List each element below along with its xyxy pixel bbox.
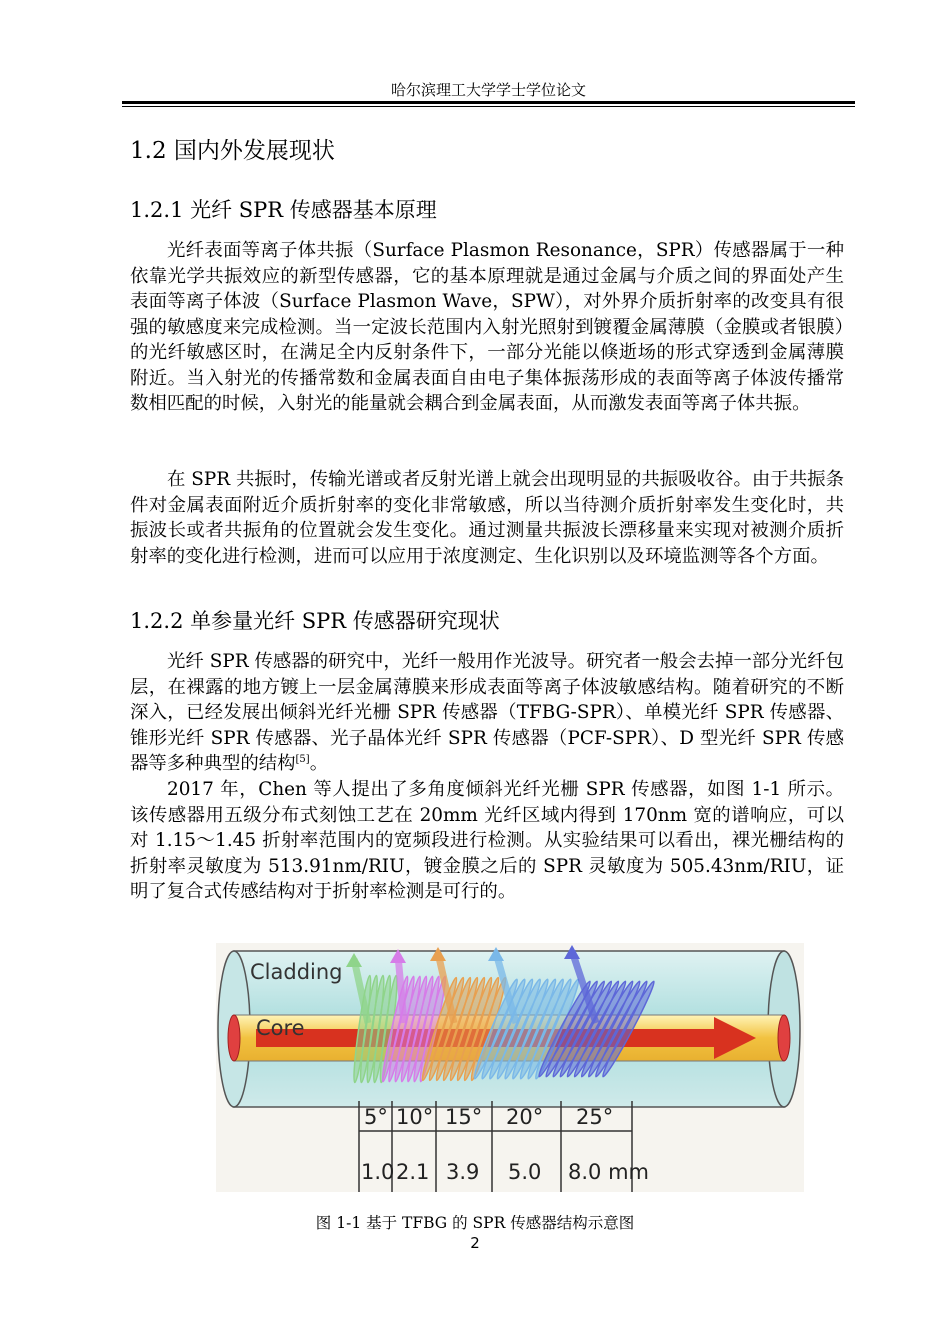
subsection-title-1: 1.2.1 光纤 SPR 传感器基本原理 <box>130 198 437 222</box>
running-header: 哈尔滨理工大学学士学位论文 <box>390 81 586 99</box>
core-right-end <box>778 1015 790 1061</box>
header-rule-thick <box>122 101 855 104</box>
paragraph-research <box>130 649 844 777</box>
paragraph-principle: 光纤表面等离子体共振（Surface Plasmon Resonance，SPR）传感器属于一种依靠光学共振效应的新型传感器，它的基本原理就是通过金属与介质之间的界面处产生表面等离子体波（Surface Plasmon Wave，SPW），对外界介质折射率的改变具有很强的敏感度来完成检测。当一定波长范围内入射光照射到镀覆金属薄膜（金膜或者银膜）的光纤敏感区时，在满足全内反射条件下，一部分光能以倏逝场的形式穿透到金属薄膜附近。当入射光的传播常数和金属表面自由电子集体振荡形成的表面等离子体波传播常数相匹配的时候，入射光的能量就会耦合到金属表面，从而激发表面等离子体共振。 <box>130 240 844 414</box>
citation-ref: [5] <box>295 753 310 765</box>
length-label: 5.0 <box>508 1160 542 1184</box>
subsection-title-2: 1.2.2 单参量光纤 SPR 传感器研究现状 <box>130 609 500 633</box>
paragraph-resonance: 在 SPR 共振时，传输光谱或者反射光谱上就会出现明显的共振吸收谷。由于共振条件对金属表面附近介质折射率的变化非常敏感，所以当待测介质折射率发生变化时，共振波长或者共振角的位置就会发生变化。通过测量共振波长漂移量来实现对被测介质折射率的变化进行检测，进而可以应用于浓度测定、生化识别以及环境监测等各个方面。 <box>130 469 844 567</box>
angle-label: 25° <box>576 1105 614 1129</box>
angle-label: 20° <box>506 1105 544 1129</box>
label-cladding: Cladding <box>250 960 343 984</box>
length-label: 2.1 <box>396 1160 430 1184</box>
figure-caption: 图 1-1 基于 TFBG 的 SPR 传感器结构示意图 <box>315 1214 635 1232</box>
tfbg-figure <box>216 943 804 1192</box>
angle-label: 10° <box>396 1105 434 1129</box>
length-label: 3.9 <box>446 1160 480 1184</box>
page-number: 2 <box>470 1234 480 1252</box>
header-rule-thin <box>122 106 855 107</box>
angle-label: 5° <box>364 1105 388 1129</box>
angle-label: 15° <box>445 1105 483 1129</box>
length-label: 8.0 mm <box>568 1160 649 1184</box>
paragraph-research-end: 。 <box>309 753 329 774</box>
paragraph-chen: 2017 年，Chen 等人提出了多角度倾斜光纤光栅 SPR 传感器，如图 1-1 所示。该传感器用五级分布式刻蚀工艺在 20mm 光纤区域内得到 170nm 宽的谱响应，可以对 1.15～1.45 折射率范围内的宽频段进行检测。从实验结果可以看出，裸光栅结构的折射率灵敏度为 513.91nm/RIU，镀金膜之后的 SPR 灵敏度为 505.43nm/RIU，证明了复合式传感结构对于折射率检测是可行的。 <box>130 779 844 902</box>
paragraph-research-text: 光纤 SPR 传感器的研究中，光纤一般用作光波导。研究者一般会去掉一部分光纤包层，在裸露的地方镀上一层金属薄膜来形成表面等离子体波敏感结构。随着研究的不断深入，已经发展出倾斜光纤光栅 SPR 传感器（TFBG-SPR）、单模光纤 SPR 传感器、锥形光纤 SPR 传感器、光子晶体光纤 SPR 传感器（PCF-SPR）、D 型光纤 SPR 传感器等多种典型的结构 <box>130 651 844 774</box>
label-core: Core <box>256 1016 305 1040</box>
length-label: 1.0 <box>361 1160 395 1184</box>
section-title: 1.2 国内外发展现状 <box>130 138 335 164</box>
core-left-end <box>228 1015 240 1061</box>
